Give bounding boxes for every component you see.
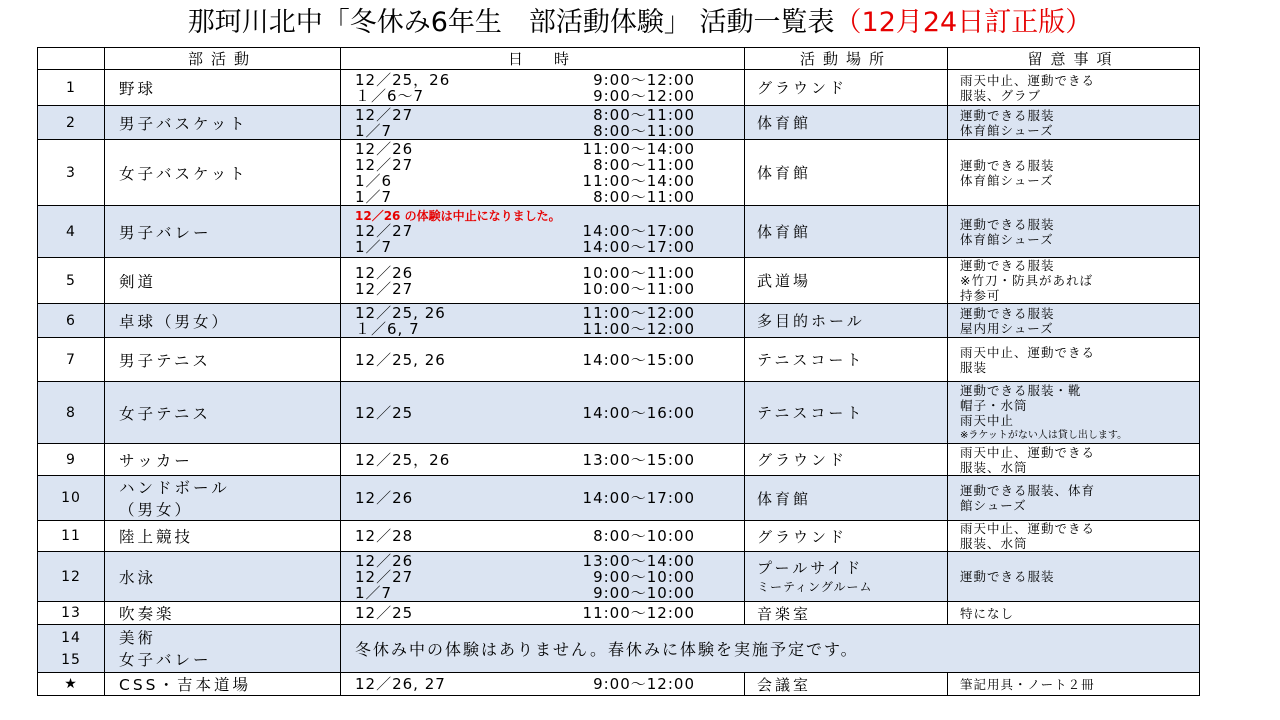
time-date: 12／27 (355, 567, 414, 586)
club-name (105, 140, 341, 206)
row-number: 7 (38, 338, 105, 382)
note-line: 特になし (960, 605, 1015, 621)
club-name (105, 552, 341, 602)
time-range: 9:00～10:00 (593, 567, 695, 586)
schedule (341, 140, 745, 206)
table-row (38, 444, 1200, 476)
place-label: 多目的ホール (757, 312, 865, 330)
notes (948, 338, 1200, 382)
note-line: 雨天中止 (960, 412, 1015, 428)
cancel-notice: 12／26 の体験は中止になりました。 (355, 208, 561, 223)
time-range: 9:00～12:00 (593, 86, 695, 105)
time-range: 14:00～17:00 (582, 237, 695, 256)
time-date: 12／26 (355, 551, 414, 570)
time-range: 11:00～12:00 (582, 604, 695, 622)
time-date: 12／27 (355, 155, 414, 174)
schedule (341, 521, 745, 552)
schedule (341, 444, 745, 476)
notes (948, 304, 1200, 338)
notes (948, 106, 1200, 140)
club-name (105, 476, 341, 521)
time-range: 9:00～12:00 (593, 70, 695, 89)
time-date: 12／27 (355, 279, 414, 298)
club-label: 剣道 (119, 272, 157, 291)
time-range: 11:00～14:00 (582, 171, 695, 190)
place (745, 106, 948, 140)
row-number: 3 (38, 140, 105, 206)
schedule (341, 476, 745, 521)
time-range: 13:00～15:00 (582, 450, 695, 469)
time-line (355, 405, 734, 421)
note-line: 屋内用シューズ (960, 320, 1054, 336)
note-line: 服装、水筒 (960, 536, 1028, 551)
time-range: 14:00～17:00 (582, 221, 695, 240)
time-range: 11:00～14:00 (582, 139, 695, 158)
club-label: 陸上競技 (119, 528, 194, 546)
time-range: 10:00～11:00 (582, 263, 695, 282)
club-name (105, 521, 341, 552)
club-label: 男子テニス (119, 351, 211, 370)
page-title (0, 5, 1280, 41)
time-line (355, 452, 734, 468)
place-label: 武道場 (757, 272, 812, 290)
place-label: 音楽室 (757, 604, 812, 623)
place-label: グラウンド (757, 527, 848, 546)
place-label: テニスコート (757, 351, 865, 369)
club-name (105, 106, 341, 140)
club-name (105, 338, 341, 382)
time-range: 9:00～12:00 (593, 675, 695, 693)
schedule (341, 552, 745, 602)
time-date: 12／27 (355, 221, 414, 240)
time-date: 12／26 (355, 489, 414, 507)
table-row (38, 258, 1200, 304)
notes (948, 70, 1200, 106)
time-line (355, 305, 734, 321)
header-no (38, 48, 105, 70)
notes (948, 206, 1200, 258)
club-name: CSS・吉本道場 (105, 673, 341, 696)
table-row (38, 602, 1200, 625)
row-number: 9 (38, 444, 105, 476)
note-line: 雨天中止、運動できる (960, 444, 1096, 460)
row-number: 11 (38, 521, 105, 552)
table-row (38, 206, 1200, 258)
club-label: 野球 (119, 79, 157, 98)
note-line: 運動できる服装 (960, 305, 1055, 321)
time-line (355, 676, 734, 692)
place: 会議室 (745, 673, 948, 696)
note-line: 運動できる服装、体育 (960, 483, 1096, 498)
row-number: 6 (38, 304, 105, 338)
time-date: 12／25 (355, 403, 414, 422)
table-row (38, 382, 1200, 444)
club-label: 女子テニス (119, 404, 211, 423)
table-row (38, 70, 1200, 106)
note-line: ※竹刀・防具があれば (960, 273, 1093, 288)
notes (948, 140, 1200, 206)
time-date: 1／7 (355, 583, 393, 602)
time-range: 11:00～12:00 (582, 303, 695, 322)
time-line (355, 223, 734, 239)
note-line: 服装、水筒 (960, 459, 1028, 475)
time-date: 12／25, 26 (355, 303, 446, 322)
time-date: 12／25，26 (355, 450, 451, 469)
time-line (355, 157, 734, 173)
time-line (355, 107, 734, 123)
schedule (341, 338, 745, 382)
notes (948, 552, 1200, 602)
time-range: 14:00～17:00 (582, 489, 695, 507)
time-line (355, 189, 734, 205)
row-number: ★ (38, 673, 105, 696)
club-name (105, 382, 341, 444)
time-line (355, 528, 734, 544)
header-row (38, 48, 1200, 70)
club-name (105, 258, 341, 304)
time-date: 12／27 (355, 105, 414, 124)
note-line: 帽子・水筒 (960, 397, 1028, 413)
note-line: 体育館シューズ (960, 172, 1054, 188)
note-line: 館シューズ (960, 498, 1027, 513)
row-number: 13 (38, 602, 105, 625)
time-line (355, 239, 734, 255)
note-line: 雨天中止、運動できる (960, 344, 1096, 360)
notes: 筆記用具・ノート２冊 (948, 673, 1200, 696)
time-range: 10:00～11:00 (582, 279, 695, 298)
table-row (38, 304, 1200, 338)
club-label: 美術 (119, 628, 157, 647)
time-line (355, 490, 734, 506)
time-date: 12／25，26 (355, 70, 451, 89)
time-line (355, 569, 734, 585)
note-line: 服装、グラブ (960, 87, 1042, 103)
club-label: 女子バレー (119, 650, 212, 669)
schedule (341, 206, 745, 258)
time-range: 14:00～16:00 (582, 403, 695, 422)
place (745, 521, 948, 552)
time-range: 9:00～10:00 (593, 583, 695, 602)
note-small: ※ラケットがない人は貸し出します。 (960, 429, 1128, 441)
schedule (341, 70, 745, 106)
schedule (341, 106, 745, 140)
table-row (38, 338, 1200, 382)
row-number: 12 (38, 552, 105, 602)
schedule (341, 673, 745, 696)
note-line: 運動できる服装 (960, 569, 1055, 584)
row-number: 5 (38, 258, 105, 304)
place-label: グラウンド (757, 451, 848, 469)
activity-table (37, 47, 1200, 696)
row-number (38, 625, 105, 673)
note-line: 運動できる服装 (960, 216, 1055, 232)
schedule (341, 382, 745, 444)
time-line (355, 88, 734, 104)
time-line (355, 72, 734, 88)
place-label: グラウンド (757, 79, 848, 97)
time-date: 1／7 (355, 121, 393, 140)
row-number: 1 (38, 70, 105, 106)
place (745, 602, 948, 625)
time-range: 11:00～12:00 (582, 319, 695, 338)
time-line (355, 141, 734, 157)
time-line (355, 173, 734, 189)
table-row (38, 552, 1200, 602)
place (745, 476, 948, 521)
place-label: テニスコート (757, 404, 865, 422)
row-number-b: 15 (61, 651, 81, 668)
time-date: 1／7 (355, 187, 393, 206)
time-line (355, 585, 734, 601)
table-row (38, 625, 1200, 673)
place (745, 140, 948, 206)
table-row (38, 673, 1200, 696)
club-name (105, 70, 341, 106)
club-name (105, 206, 341, 258)
note-line: 運動できる服装 (960, 107, 1055, 123)
time-line (355, 123, 734, 139)
time-date: 1／7 (355, 237, 393, 256)
time-range: 8:00～10:00 (593, 527, 695, 545)
time-range: 8:00～11:00 (593, 105, 695, 124)
place (745, 338, 948, 382)
place (745, 70, 948, 106)
note-line: 体育館シューズ (960, 122, 1054, 138)
row-number: 10 (38, 476, 105, 521)
notes (948, 476, 1200, 521)
time-date: １／6, 7 (355, 319, 420, 338)
table-row (38, 106, 1200, 140)
time-line (355, 605, 734, 621)
time-range: 13:00～14:00 (582, 551, 695, 570)
table-row (38, 476, 1200, 521)
notes (948, 602, 1200, 625)
time-line (355, 281, 734, 297)
note-line: 服装 (960, 359, 988, 375)
header-place: 活動場所 (745, 48, 948, 70)
header-club: 部活動 (105, 48, 341, 70)
title-revision: （12月24日訂正版） (834, 7, 1093, 38)
club-name (105, 304, 341, 338)
club-label: 水泳 (119, 568, 157, 587)
note-line: 運動できる服装 (960, 258, 1055, 273)
header-datetime: 日 時 (341, 48, 745, 70)
time-range: 8:00～11:00 (593, 121, 695, 140)
place-label: 体育館 (757, 164, 812, 182)
row-number: 4 (38, 206, 105, 258)
note-line: 持参可 (960, 288, 1001, 303)
place (745, 304, 948, 338)
no-activity-message: 冬休み中の体験はありません。春休みに体験を実施予定です。 (341, 625, 1200, 673)
note-line: 運動できる服装 (960, 157, 1055, 173)
time-date: 12／26 (355, 263, 414, 282)
place (745, 258, 948, 304)
time-date: 12／26 (355, 139, 414, 158)
schedule (341, 602, 745, 625)
place (745, 444, 948, 476)
club-label-sub: （男女） (119, 501, 194, 519)
notes (948, 382, 1200, 444)
table-row (38, 521, 1200, 552)
club-name (105, 625, 341, 673)
place-label: 体育館 (757, 223, 812, 241)
time-date: 12／25 (355, 604, 414, 622)
time-line (355, 553, 734, 569)
note-line: 運動できる服装・靴 (960, 382, 1082, 398)
time-date: １／6～7 (355, 86, 425, 105)
notes (948, 444, 1200, 476)
header-notes: 留意事項 (948, 48, 1200, 70)
place-label: プールサイド (757, 559, 864, 577)
note-line: 体育館シューズ (960, 231, 1054, 247)
club-label: 男子バスケット (119, 114, 248, 133)
place-label: 体育館 (757, 489, 812, 508)
time-line (355, 321, 734, 337)
club-label: サッカー (119, 451, 193, 470)
notes (948, 521, 1200, 552)
row-number: 2 (38, 106, 105, 140)
notes (948, 258, 1200, 304)
table-row (38, 140, 1200, 206)
club-name (105, 444, 341, 476)
club-label: 女子バスケット (119, 164, 248, 183)
row-number-a: 14 (61, 629, 81, 646)
time-range: 14:00～15:00 (582, 350, 695, 369)
title-main: 那珂川北中「冬休み6年生 部活動体験」 活動一覧表 (187, 7, 835, 38)
time-date: 12／26, 27 (355, 675, 446, 693)
club-label: 卓球（男女） (119, 312, 231, 331)
time-range: 8:00～11:00 (593, 155, 695, 174)
place (745, 382, 948, 444)
time-range: 8:00～11:00 (593, 187, 695, 206)
place-label: 体育館 (757, 114, 812, 132)
club-label: 男子バレー (119, 223, 212, 242)
place-label-sub: ミーティングルーム (757, 580, 873, 594)
time-line (355, 352, 734, 368)
row-number: 8 (38, 382, 105, 444)
club-label: 吹奏楽 (119, 605, 175, 623)
club-label: ハンドボール (119, 479, 230, 497)
schedule (341, 258, 745, 304)
schedule (341, 304, 745, 338)
time-date: 12／25, 26 (355, 350, 446, 369)
place (745, 552, 948, 602)
place (745, 206, 948, 258)
time-date: 12／28 (355, 527, 414, 545)
note-line: 雨天中止、運動できる (960, 72, 1096, 88)
club-name (105, 602, 341, 625)
note-line: 雨天中止、運動できる (960, 521, 1096, 536)
time-date: 1／6 (355, 171, 393, 190)
time-line (355, 265, 734, 281)
